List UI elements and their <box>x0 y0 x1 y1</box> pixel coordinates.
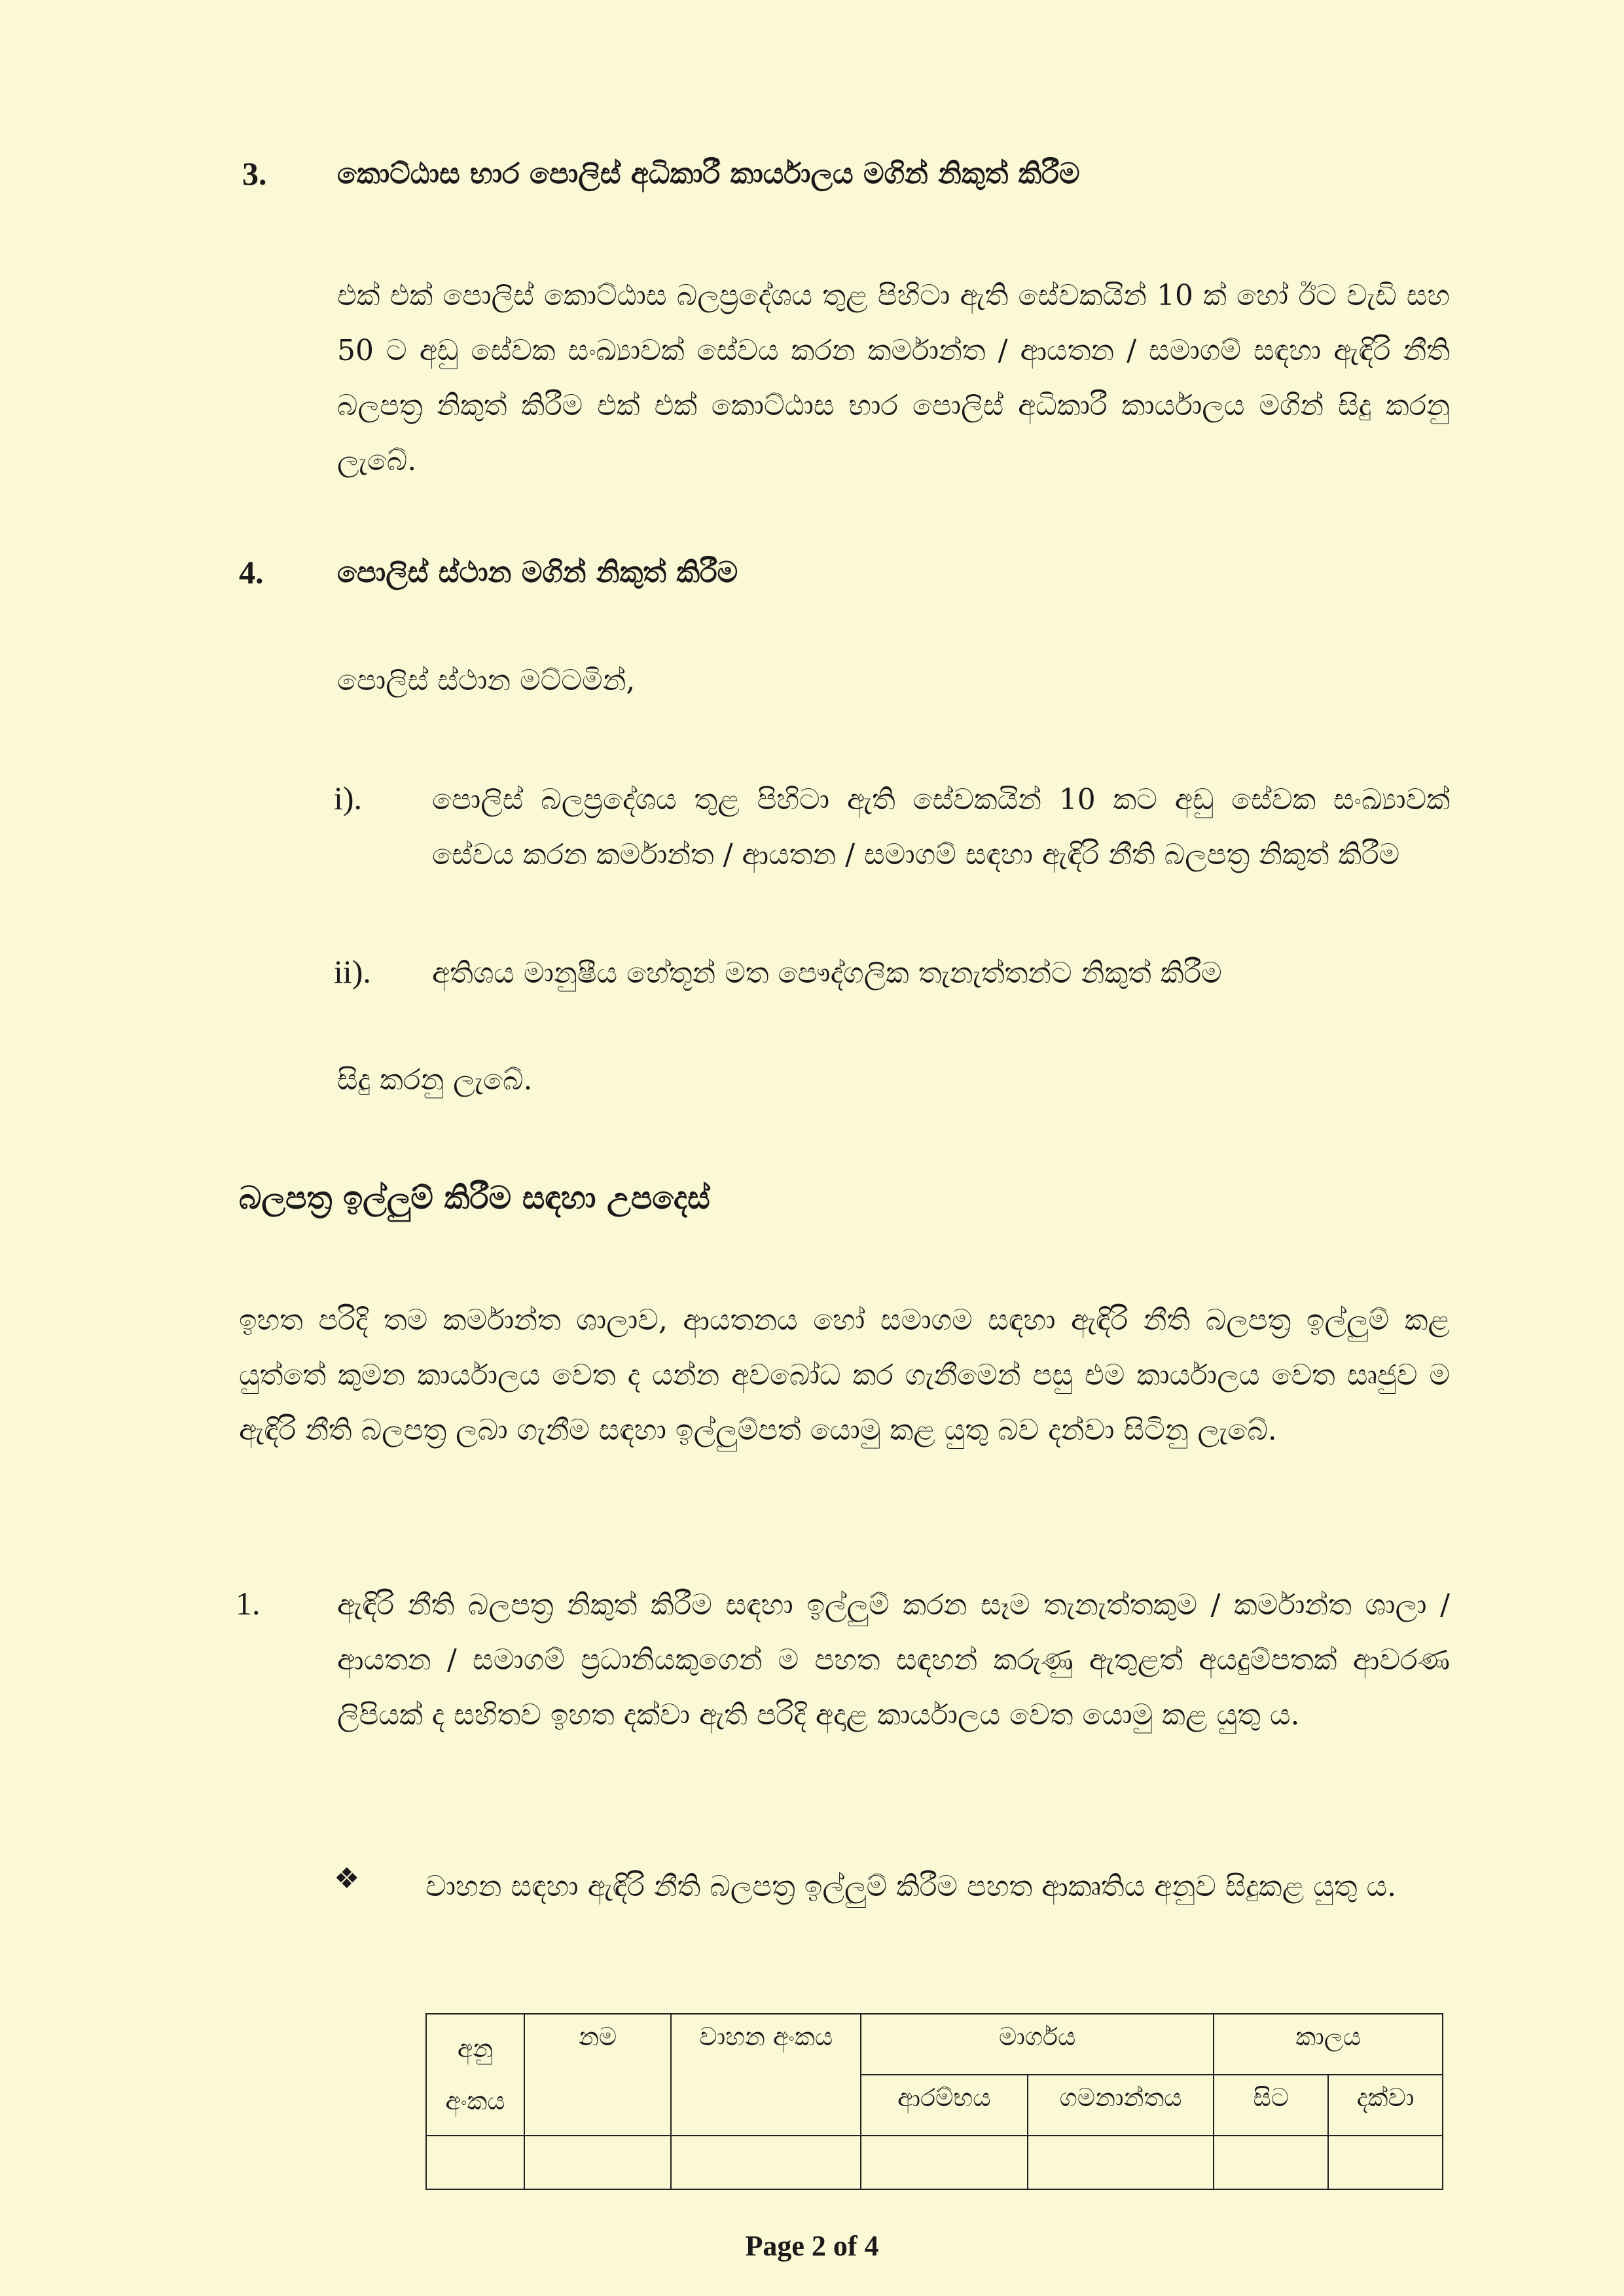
section-4-number: 4. <box>239 554 264 591</box>
table-cell[interactable] <box>671 2136 861 2189</box>
page-number-footer: Page 2 of 4 <box>745 2230 879 2262</box>
col-header-vehicle-no: වාහන අංකය <box>671 2014 861 2136</box>
advice-heading: බලපත්‍ර ඉල්ලුම් කිරීම සඳහා උපදෙස් <box>239 1180 710 1216</box>
col-header-period-to: දක්වා <box>1328 2075 1443 2136</box>
vehicle-permit-table <box>425 2013 1443 2190</box>
point-1-number: 1. <box>236 1585 261 1622</box>
point-1-text: ඇඳිරි නීති බලපත්‍ර නිකුත් කිරීම සඳහා ඉල්ලුම් කරන සෑම තැනැත්තකුම / කර්මාන්ත ශාලා / ආයතන / සමාගම් ප්‍රධානියකුගෙන් ම පහත සඳහන් කරුණු ඇතුළත් අයදුම්පතක් ආවරණ ලිපියක් ද සහිතව ඉහත දක්වා ඇති පරිදි අදාළ කාර්යාලය වෙත යොමු කළ යුතු ය. <box>337 1588 1450 1732</box>
table-cell[interactable] <box>426 2136 524 2189</box>
advice-paragraph: ඉහත පරිදි තම කර්මාන්ත ශාලාව, ආයතනය හෝ සමාගම සඳහා ඇඳිරි නීති බලපත්‍ර ඉල්ලුම් කළ යුත්තේ කුමන කාර්යාලය වෙත ද යන්න අවබෝධ කර ගැනීමෙන් පසු එම කාර්යාලය වෙත සෘජුව ම ඇඳිරි නීති බලපත්‍ර ලබා ගැනීම සඳහා ඉල්ලුම්පත් යොමු කළ යුතු බව දන්වා සිටිනු ලැබේ. <box>239 1303 1450 1447</box>
col-header-route-start: ආරම්භය <box>861 2075 1028 2136</box>
item-i-label: i). <box>334 780 363 816</box>
table-cell[interactable] <box>861 2136 1028 2189</box>
table-header-row <box>426 2014 1443 2075</box>
table-cell[interactable] <box>1214 2136 1328 2189</box>
section-3-heading: කොට්ඨාස භාර පොලිස් අධිකාරී කාර්යාලය මගින් නිකුත් කිරීම <box>337 157 1080 191</box>
item-ii-text: අතිශය මානුෂීය හේතූන් මත පෞද්ගලික තැනැත්තන්ට නිකුත් කිරීම <box>432 957 1222 990</box>
col-header-serial-no: අනු අංකය <box>426 2014 524 2136</box>
diamond-bullet-icon: ❖ <box>334 1862 360 1895</box>
section-3-number: 3. <box>242 155 267 192</box>
section-4-closing: සිදු කරනු ලැබේ. <box>337 1063 533 1097</box>
table-cell[interactable] <box>1328 2136 1443 2189</box>
section-4-intro: පොලිස් ස්ථාන මට්ටමින්, <box>337 664 636 697</box>
item-ii-label: ii). <box>334 953 371 990</box>
table-row <box>426 2136 1443 2189</box>
section-3-paragraph: එක් එක් පොලිස් කොට්ඨාස බලප්‍රදේශය තුළ පිහිටා ඇති සේවකයින් 10 ක් හෝ ඊට වැඩි සහ 50 ට අඩු සේවක සංඛ්‍යාවක් සේවය කරන කර්මාන්ත / ආයතන / සමාගම් සඳහා ඇඳිරි නීති බලපත්‍ර නිකුත් කිරීම එක් එක් කොට්ඨාස භාර පොලිස් අධිකාරී කාර්යාලය මගින් සිදු කරනු ලැබේ. <box>337 279 1450 477</box>
bullet-text: වාහන සඳහා ඇඳිරි නීති බලපත්‍ර ඉල්ලුම් කිරීම පහත ආකෘතිය අනුව සිදුකළ යුතු ය. <box>425 1870 1397 1903</box>
col-header-period-from: සිට <box>1214 2075 1328 2136</box>
section-4-heading: පොලිස් ස්ථාන මගින් නිකුත් කිරීම <box>337 556 738 589</box>
item-i-text: පොලිස් බලප්‍රදේශය තුළ පිහිටා ඇති සේවකයින් 10 කට අඩු සේවක සංඛ්‍යාවක් සේවය කරන කර්මාන්ත / ආයතන / සමාගම් සඳහා ඇඳිරි නීති බලපත්‍ර නිකුත් කිරීම <box>432 783 1450 871</box>
col-header-route-destination: ගමනාන්තය <box>1028 2075 1214 2136</box>
col-header-period: කාලය <box>1214 2014 1443 2075</box>
col-header-name: නම <box>524 2014 672 2136</box>
table-cell[interactable] <box>1028 2136 1214 2189</box>
col-header-route: මාර්ගය <box>861 2014 1214 2075</box>
table-cell[interactable] <box>524 2136 672 2189</box>
